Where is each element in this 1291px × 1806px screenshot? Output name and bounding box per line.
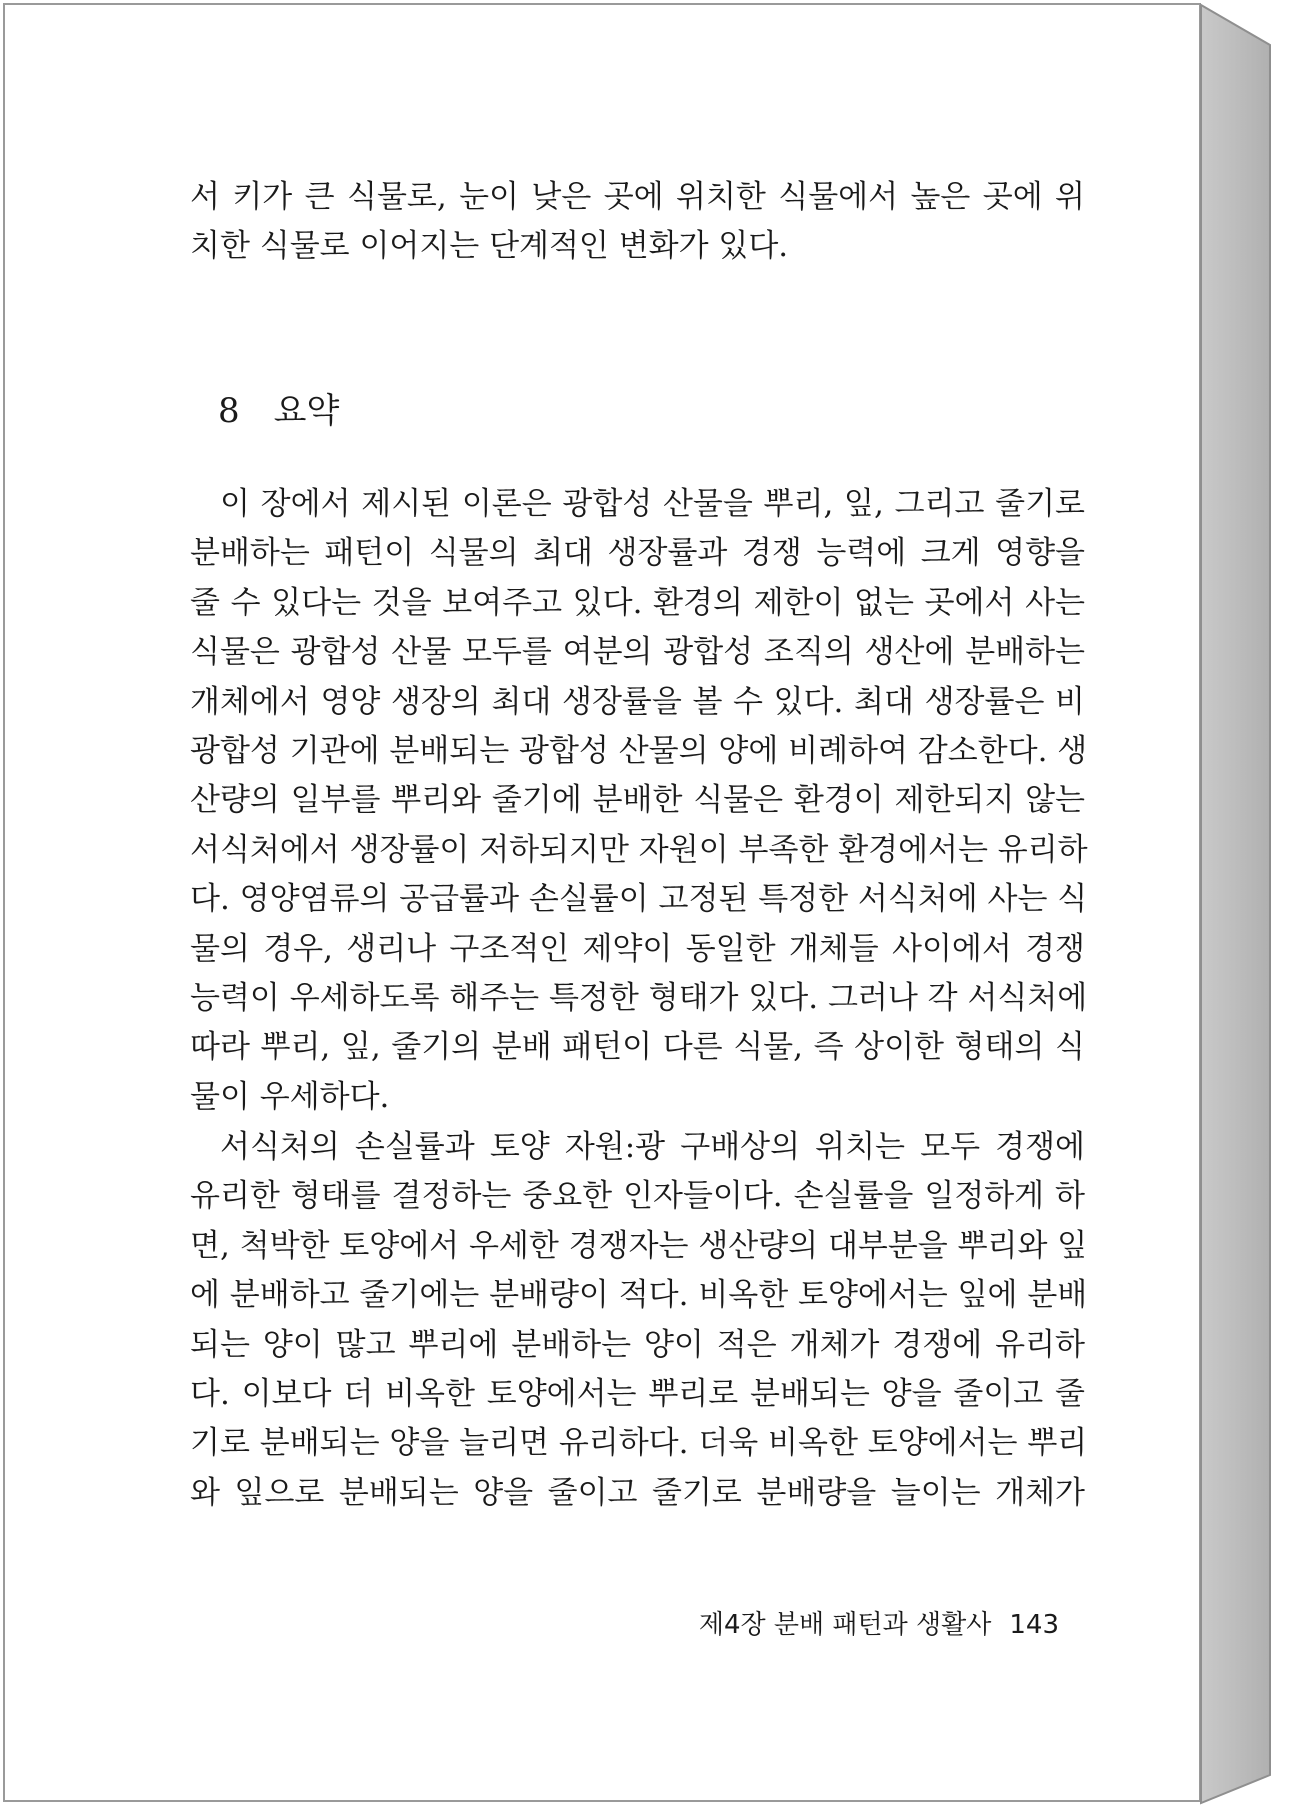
text-line: 면, 척박한 토양에서 우세한 경쟁자는 생산량의 대부분을 뿌리와 잎 bbox=[190, 1227, 1088, 1264]
text-line: 개체에서 영양 생장의 최대 생장률을 볼 수 있다. 최대 생장률은 비 bbox=[190, 683, 1085, 720]
opening-text bbox=[190, 173, 1085, 272]
text-line: 에 분배하고 줄기에는 분배량이 적다. 비옥한 토양에서는 잎에 분배 bbox=[190, 1277, 1088, 1314]
text-line: 서 키가 큰 식물로, 눈이 낮은 곳에 위치한 식물에서 높은 곳에 위 bbox=[190, 179, 1085, 215]
text-line: 유리한 형태를 결정하는 중요한 인자들이다. 손실률을 일정하게 하 bbox=[190, 1178, 1085, 1215]
text-line: 산량의 일부를 뿌리와 줄기에 분배한 식물은 환경이 제한되지 않는 bbox=[190, 782, 1085, 819]
text-line: 되는 양이 많고 뿌리에 분배하는 양이 적은 개체가 경쟁에 유리하 bbox=[190, 1326, 1085, 1363]
text-line: 물의 경우, 생리나 구조적인 제약이 동일한 개체들 사이에서 경쟁 bbox=[190, 930, 1085, 967]
text-line: 서식처의 손실률과 토양 자원:광 구배상의 위치는 모두 경쟁에 bbox=[220, 1129, 1085, 1165]
summary-paragraph-1 bbox=[190, 480, 1088, 1122]
text-line: 식물은 광합성 산물 모두를 여분의 광합성 조직의 생산에 분배하는 bbox=[190, 634, 1085, 671]
section-title: 요약 bbox=[273, 391, 340, 431]
text-line: 줄 수 있다는 것을 보여주고 있다. 환경의 제한이 없는 곳에서 사는 bbox=[190, 584, 1085, 621]
text-line: 광합성 기관에 분배되는 광합성 산물의 양에 비례하여 감소한다. 생 bbox=[190, 732, 1088, 769]
text-line: 다. 이보다 더 비옥한 토양에서는 뿌리로 분배되는 양을 줄이고 줄 bbox=[190, 1375, 1085, 1412]
text-line: 치한 식물로 이어지는 단계적인 변화가 있다. bbox=[190, 228, 789, 265]
page-footer bbox=[699, 1604, 1059, 1641]
text-line: 따라 뿌리, 잎, 줄기의 분배 패턴이 다른 식물, 즉 상이한 형태의 식 bbox=[190, 1029, 1085, 1066]
page-number: 143 bbox=[1009, 1610, 1059, 1640]
text-line: 서식처에서 생장률이 저하되지만 자원이 부족한 환경에서는 유리하 bbox=[190, 831, 1088, 868]
text-line: 기로 분배되는 양을 늘리면 유리하다. 더욱 비옥한 토양에서는 뿌리 bbox=[190, 1425, 1088, 1462]
text-line: 이 장에서 제시된 이론은 광합성 산물을 뿌리, 잎, 그리고 줄기로 bbox=[220, 486, 1085, 522]
text-line: 물이 우세하다. bbox=[190, 1078, 390, 1115]
section-heading bbox=[218, 383, 339, 432]
running-title: 제4장 분배 패턴과 생활사 bbox=[698, 1610, 992, 1640]
text-line: 다. 영양염류의 공급률과 손실률이 고정된 특정한 서식처에 사는 식 bbox=[190, 881, 1088, 918]
text-line: 분배하는 패턴이 식물의 최대 생장률과 경쟁 능력에 크게 영향을 bbox=[190, 535, 1085, 572]
section-number: 8 bbox=[218, 391, 240, 431]
summary-paragraph-2 bbox=[190, 1123, 1088, 1518]
text-line: 능력이 우세하도록 해주는 특정한 형태가 있다. 그러나 각 서식처에 bbox=[190, 979, 1088, 1016]
text-line: 와 잎으로 분배되는 양을 줄이고 줄기로 분배량을 늘이는 개체가 bbox=[190, 1474, 1085, 1511]
